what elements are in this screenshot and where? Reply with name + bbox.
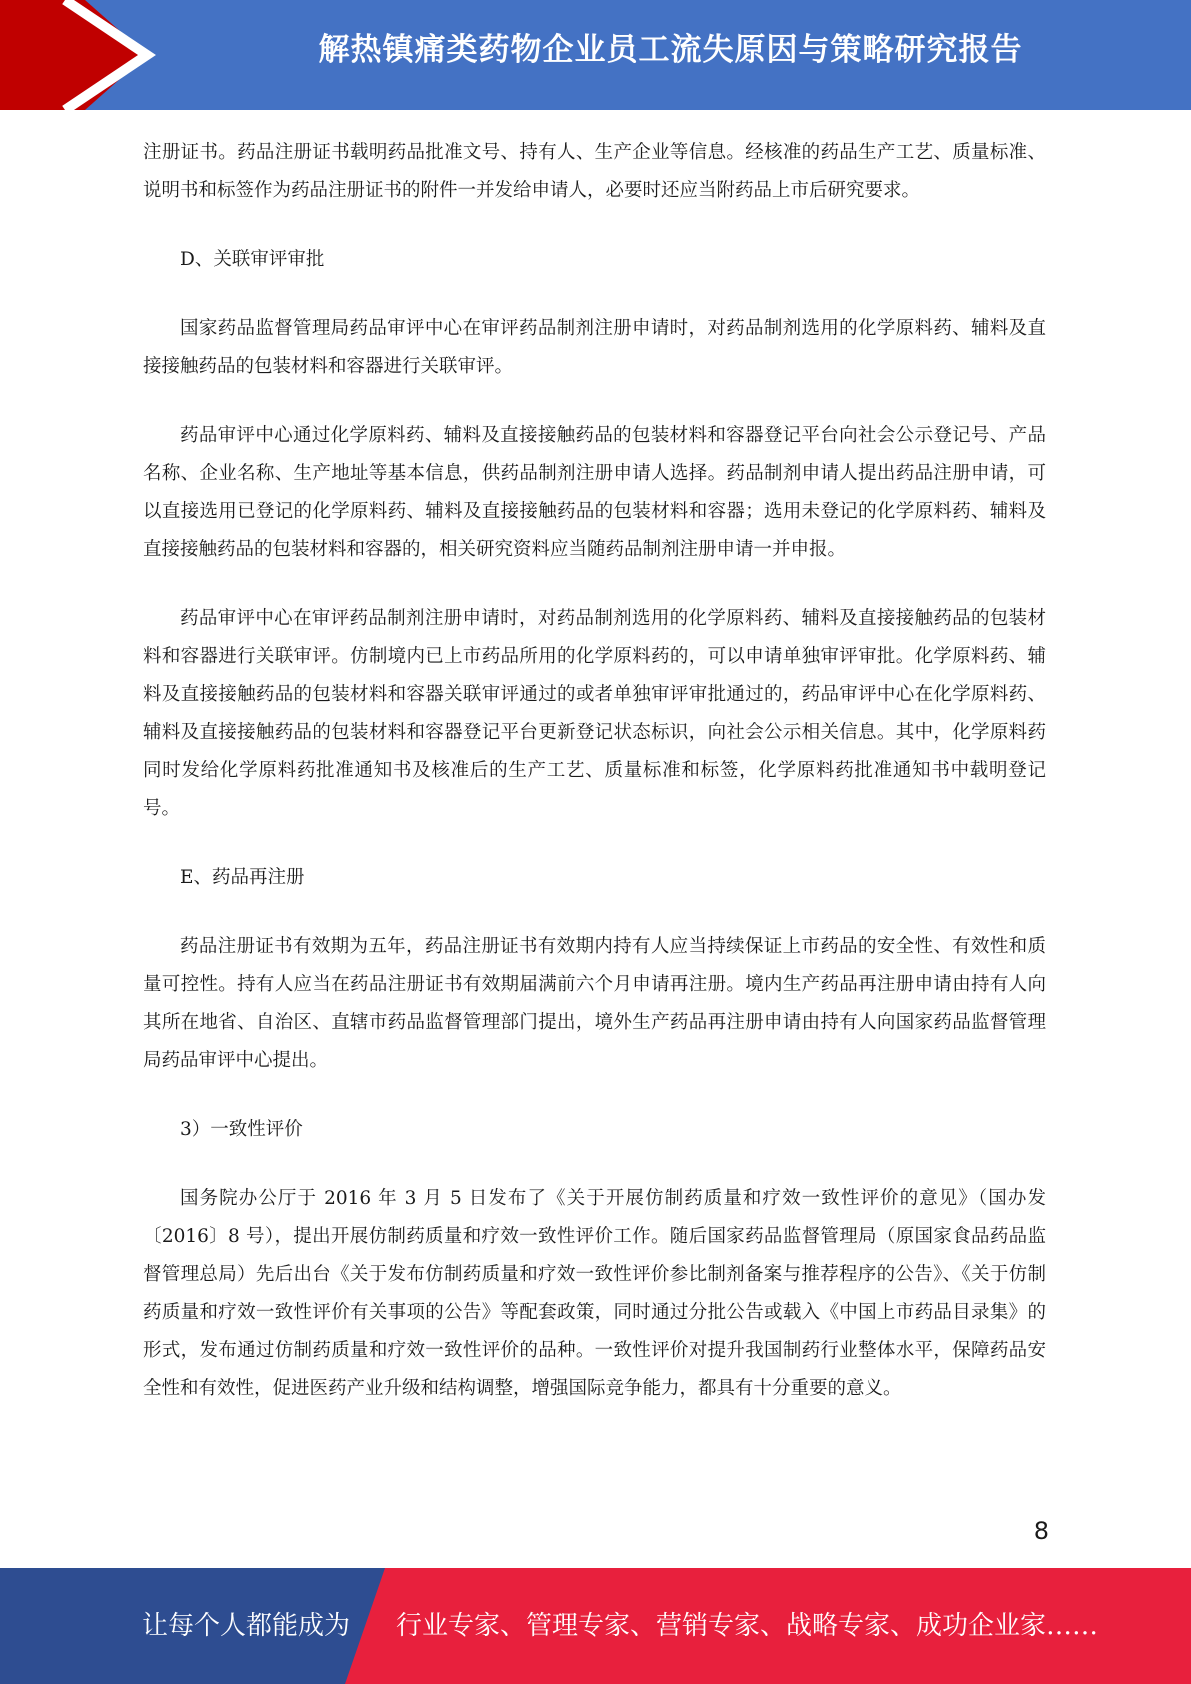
footer-slogan-right: 行业专家、管理专家、营销专家、战略专家、成功企业家…… — [396, 1611, 1099, 1641]
footer-banner — [0, 1568, 1191, 1684]
header-banner — [0, 0, 1191, 110]
report-title: 解热镇痛类药物企业员工流失原因与策略研究报告 — [318, 32, 1023, 68]
section-heading-d: D、关联审评审批 — [180, 249, 325, 270]
paragraph: 注册证书。药品注册证书载明药品批准文号、持有人、生产企业等信息。经核准的药品生产工艺、质量标准、说明书和标签作为药品注册证书的附件一并发给申请人，必要时还应当附药品上市后研究要求。 — [143, 142, 1046, 201]
paragraph: 国家药品监督管理局药品审评中心在审评药品制剂注册申请时，对药品制剂选用的化学原料药、辅料及直接接触药品的包装材料和容器进行关联审评。 — [143, 318, 1046, 377]
paragraph: 药品审评中心在审评药品制剂注册申请时，对药品制剂选用的化学原料药、辅料及直接接触药品的包装材料和容器进行关联审评。仿制境内已上市药品所用的化学原料药的，可以申请单独审评审批。化学原料药、辅料及直接接触药品的包装材料和容器关联审评通过的或者单独审评审批通过的，药品审评中心在化学原料药、辅料及直接接触药品的包装材料和容器登记平台更新登记状态标识，向社会公示相关信息。其中，化学原料药同时发给化学原料药批准通知书及核准后的生产工艺、质量标准和标签，化学原料药批准通知书中载明登记号。 — [143, 608, 1046, 819]
document-body — [143, 134, 1046, 1408]
paragraph: 药品审评中心通过化学原料药、辅料及直接接触药品的包装材料和容器登记平台向社会公示登记号、产品名称、企业名称、生产地址等基本信息，供药品制剂注册申请人选择。药品制剂申请人提出药品注册申请，可以直接选用已登记的化学原料药、辅料及直接接触药品的包装材料和容器；选用未登记的化学原料药、辅料及直接接触药品的包装材料和容器的，相关研究资料应当随药品制剂注册申请一并申报。 — [143, 425, 1046, 560]
page-number: 8 — [1033, 1517, 1049, 1545]
footer-slogan-left: 让每个人都能成为 — [142, 1611, 351, 1641]
paragraph: 药品注册证书有效期为五年，药品注册证书有效期内持有人应当持续保证上市药品的安全性、有效性和质量可控性。持有人应当在药品注册证书有效期届满前六个月申请再注册。境内生产药品再注册申请由持有人向其所在地省、自治区、直辖市药品监督管理部门提出，境外生产药品再注册申请由持有人向国家药品监督管理局药品审评中心提出。 — [143, 936, 1046, 1071]
section-heading-e: E、药品再注册 — [180, 867, 305, 888]
paragraph: 国务院办公厅于 2016 年 3 月 5 日发布了《关于开展仿制药质量和疗效一致性评价的意见》（国办发〔2016〕8 号），提出开展仿制药质量和疗效一致性评价工作。随后国家药品监督管理局（原国家食品药品监督管理总局）先后出台《关于发布仿制药质量和疗效一致性评价参比制剂备案与推荐程序的公告》、《关于仿制药质量和疗效一致性评价有关事项的公告》等配套政策，同时通过分批公告或载入《中国上市药品目录集》的形式，发布通过仿制药质量和疗效一致性评价的品种。一致性评价对提升我国制药行业整体水平，保障药品安全性和有效性，促进医药产业升级和结构调整，增强国际竞争能力，都具有十分重要的意义。 — [143, 1188, 1046, 1399]
section-heading-3: 3）一致性评价 — [180, 1119, 303, 1140]
